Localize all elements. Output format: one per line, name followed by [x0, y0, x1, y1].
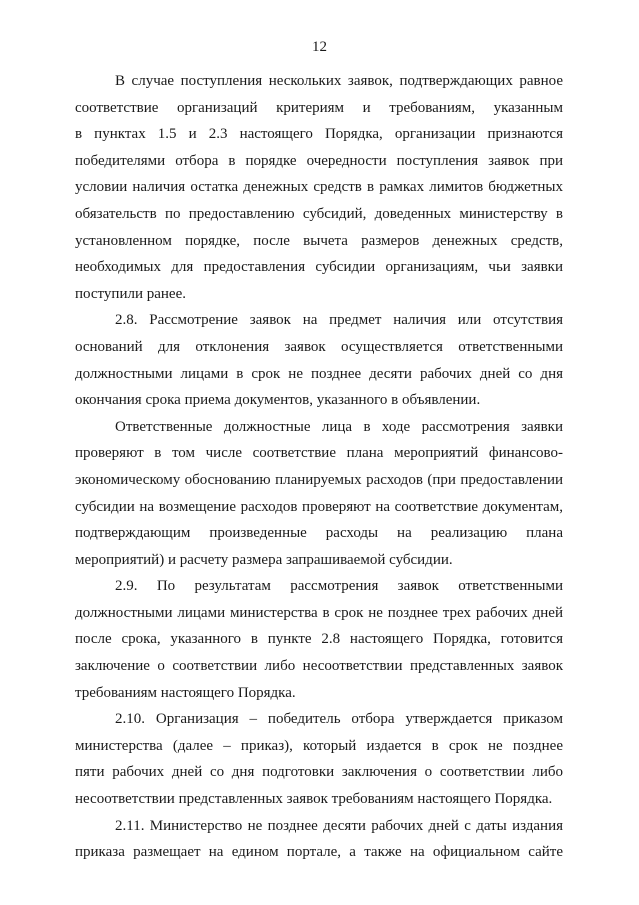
text-line: субсидии на возмещение расходов проверяют на соответствие документам, — [75, 498, 563, 515]
paragraph — [75, 68, 563, 307]
text-line: Ответственные должностные лица в ходе рассмотрения заявки — [115, 418, 563, 435]
text-line: 2.11. Министерство не позднее десяти рабочих дней с даты издания — [115, 817, 563, 834]
text-line: должностными лицами в срок не позднее десяти рабочих дней со дня — [75, 365, 563, 382]
text-line: обязательств по предоставлению субсидий, доведенных министерству в — [75, 205, 563, 222]
text-line: поступили ранее. — [75, 285, 186, 302]
text-line: должностными лицами министерства в срок не позднее трех рабочих дней — [75, 604, 563, 621]
text-line: требованиям настоящего Порядка. — [75, 684, 296, 701]
page-number: 12 — [312, 39, 327, 55]
text-line: оснований для отклонения заявок осуществляется ответственными — [75, 338, 563, 355]
text-line: 2.8. Рассмотрение заявок на предмет наличия или отсутствия — [115, 312, 563, 329]
text-line: несоответствии представленных заявок требованиям настоящего Порядка. — [75, 791, 553, 808]
text-line: соответствие организаций критериям и требованиям, указанным — [75, 99, 563, 116]
text-line: победителями отбора в порядке очередности поступления заявок при — [75, 152, 563, 169]
text-line: 2.10. Организация – победитель отбора утверждается приказом — [115, 711, 563, 728]
paragraph — [75, 573, 563, 706]
document-body — [75, 68, 563, 866]
text-line: условии наличия остатка денежных средств в рамках лимитов бюджетных — [75, 179, 563, 196]
text-line: необходимых для предоставления субсидии организациям, чьи заявки — [75, 259, 563, 276]
text-line: 2.9. По результатам рассмотрения заявок ответственными — [115, 578, 563, 595]
text-line: подтверждающим произведенные расходы на реализацию плана — [75, 525, 563, 542]
text-line: окончания срока приема документов, указанного в объявлении. — [75, 392, 481, 409]
text-line: приказа размещает на едином портале, а также на официальном сайте — [75, 844, 563, 861]
text-line: проверяют в том числе соответствие плана мероприятий финансово- — [75, 445, 563, 462]
text-line: заключение о соответствии либо несоответствии представленных заявок — [75, 658, 563, 675]
text-line: В случае поступления нескольких заявок, подтверждающих равное — [115, 73, 563, 89]
paragraph — [75, 307, 563, 413]
text-line: в пунктах 1.5 и 2.3 настоящего Порядка, организации признаются — [75, 126, 563, 143]
text-line: пяти рабочих дней со дня подготовки заключения о соответствии либо — [75, 764, 563, 781]
text-line: министерства (далее – приказ), который издается в срок не позднее — [75, 737, 563, 754]
paragraph — [75, 706, 563, 812]
text-line: мероприятий) и расчету размера запрашиваемой субсидии. — [75, 551, 453, 568]
paragraph — [75, 414, 563, 574]
text-line: экономическому обоснованию планируемых расходов (при предоставлении — [75, 471, 563, 488]
text-line: установленном порядке, после вычета размеров денежных средств, — [75, 232, 563, 249]
text-line: после срока, указанного в пункте 2.8 настоящего Порядка, готовится — [75, 631, 563, 648]
paragraph — [75, 813, 563, 866]
